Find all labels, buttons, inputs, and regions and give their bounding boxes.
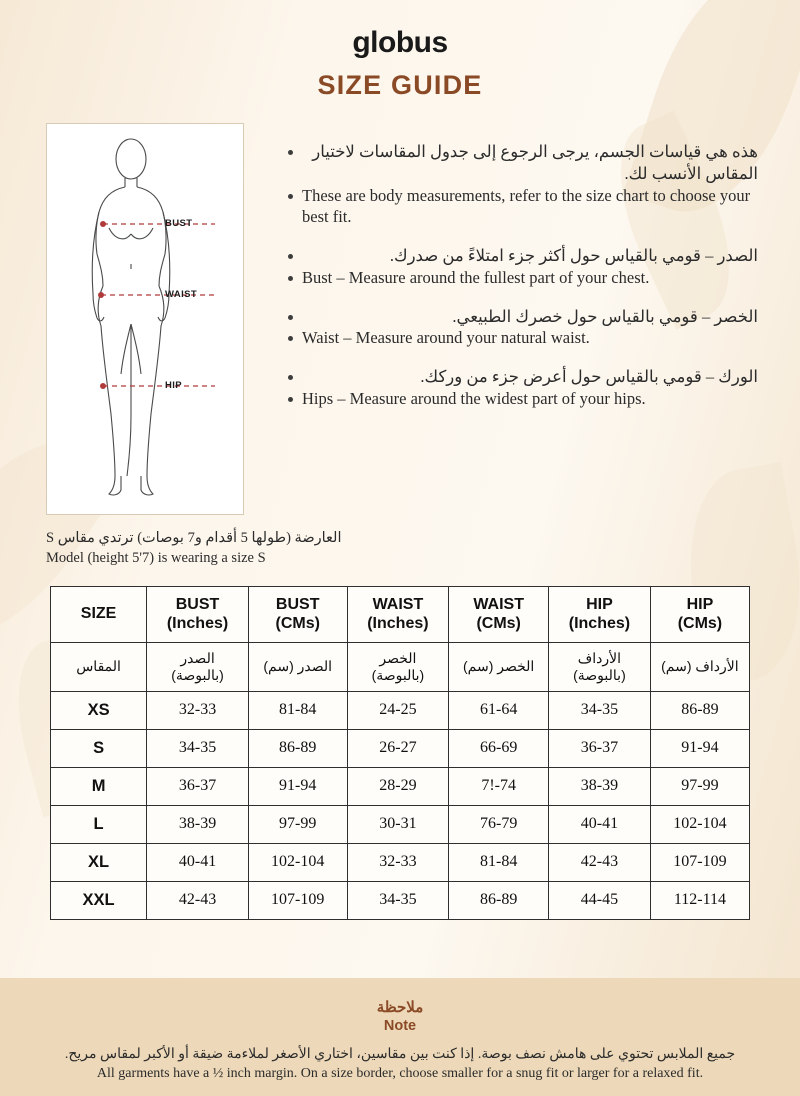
bullet-dot-icon bbox=[288, 397, 293, 402]
cell-size: M bbox=[51, 767, 147, 805]
page-title: SIZE GUIDE bbox=[317, 70, 483, 100]
cell-waist-inches: 34-35 bbox=[347, 881, 449, 919]
subheader-waist-inches: الخصر (بالبوصة) bbox=[347, 642, 449, 691]
note-heading-english: Note bbox=[383, 1018, 417, 1034]
subheader-hip-cms: الأرداف (سم) bbox=[650, 642, 749, 691]
cell-hip-inches: 44-45 bbox=[549, 881, 651, 919]
model-note-english: Model (height 5'7) is wearing a size S bbox=[46, 549, 266, 566]
table-header-row bbox=[51, 587, 750, 643]
table-row bbox=[51, 729, 750, 767]
cell-waist-cms: 86-89 bbox=[449, 881, 549, 919]
upper-section bbox=[0, 123, 800, 515]
cell-hip-cms: 91-94 bbox=[650, 729, 749, 767]
instruction-english: Bust – Measure around the fullest part of your chest. bbox=[302, 267, 650, 287]
cell-waist-cms: 76-79 bbox=[449, 805, 549, 843]
bust-measure-label: BUST bbox=[165, 218, 193, 229]
waist-measure-label: WAIST bbox=[165, 289, 198, 300]
bullet-dot-icon bbox=[288, 276, 293, 281]
cell-bust-cms: 107-109 bbox=[248, 881, 347, 919]
col-header-bust-inches: BUST (Inches) bbox=[147, 587, 249, 643]
size-chart-table bbox=[50, 586, 750, 919]
cell-size: XXL bbox=[51, 881, 147, 919]
cell-waist-cms: 61-64 bbox=[449, 691, 549, 729]
bullet-dot-icon bbox=[288, 254, 293, 259]
subheader-bust-inches: الصدر (بالبوصة) bbox=[147, 642, 249, 691]
table-row bbox=[51, 881, 750, 919]
bullet-dot-icon bbox=[288, 375, 293, 380]
disclaimer-arabic: جميع الملابس تحتوي على هامش نصف بوصة. إذا كنت بين مقاسين، اختاري الأصغر لملاءمة ضيقة أو الأكبر لمقاس مريح. bbox=[64, 1047, 736, 1062]
cell-hip-cms: 86-89 bbox=[650, 691, 749, 729]
table-subheader-row bbox=[51, 642, 750, 691]
table-row bbox=[51, 843, 750, 881]
instruction-arabic: الخصر – قومي بالقياس حول خصرك الطبيعي. bbox=[452, 306, 758, 326]
footer-note-band bbox=[0, 978, 800, 1096]
cell-bust-cms: 81-84 bbox=[248, 691, 347, 729]
cell-hip-inches: 38-39 bbox=[549, 767, 651, 805]
instruction-arabic: الصدر – قومي بالقياس حول أكثر جزء امتلاءً من صدرك. bbox=[389, 246, 758, 266]
cell-size: S bbox=[51, 729, 147, 767]
measurement-instructions bbox=[244, 123, 758, 515]
cell-hip-cms: 102-104 bbox=[650, 805, 749, 843]
female-body-outline-icon bbox=[47, 124, 243, 514]
subheader-hip-inches: الأرداف (بالبوصة) bbox=[549, 642, 651, 691]
instruction-group bbox=[288, 366, 758, 410]
bullet-dot-icon bbox=[288, 315, 293, 320]
cell-waist-inches: 32-33 bbox=[347, 843, 449, 881]
cell-bust-inches: 36-37 bbox=[147, 767, 249, 805]
cell-bust-cms: 97-99 bbox=[248, 805, 347, 843]
cell-hip-inches: 40-41 bbox=[549, 805, 651, 843]
col-header-size: SIZE bbox=[51, 587, 147, 643]
cell-hip-inches: 36-37 bbox=[549, 729, 651, 767]
cell-bust-cms: 86-89 bbox=[248, 729, 347, 767]
model-figure-illustration bbox=[46, 123, 244, 515]
model-note bbox=[0, 515, 800, 568]
bullet-dot-icon bbox=[288, 194, 293, 199]
hip-measure-label: HIP bbox=[165, 380, 183, 391]
subheader-bust-cms: الصدر (سم) bbox=[248, 642, 347, 691]
cell-hip-cms: 112-114 bbox=[650, 881, 749, 919]
col-header-bust-cms: BUST (CMs) bbox=[248, 587, 347, 643]
col-header-hip-inches: HIP (Inches) bbox=[549, 587, 651, 643]
bullet-dot-icon bbox=[288, 150, 293, 155]
cell-waist-inches: 24-25 bbox=[347, 691, 449, 729]
bullet-dot-icon bbox=[288, 336, 293, 341]
instruction-group bbox=[288, 141, 758, 228]
cell-hip-inches: 42-43 bbox=[549, 843, 651, 881]
instruction-group bbox=[288, 245, 758, 289]
subheader-size: المقاس bbox=[51, 642, 147, 691]
instruction-group bbox=[288, 306, 758, 350]
model-note-arabic: العارضة (طولها 5 أقدام و7 بوصات) ترتدي مقاس S bbox=[46, 530, 342, 546]
cell-waist-inches: 30-31 bbox=[347, 805, 449, 843]
cell-size: L bbox=[51, 805, 147, 843]
cell-bust-inches: 34-35 bbox=[147, 729, 249, 767]
cell-bust-inches: 38-39 bbox=[147, 805, 249, 843]
cell-waist-inches: 28-29 bbox=[347, 767, 449, 805]
cell-bust-cms: 91-94 bbox=[248, 767, 347, 805]
cell-waist-inches: 26-27 bbox=[347, 729, 449, 767]
col-header-waist-inches: WAIST (Inches) bbox=[347, 587, 449, 643]
cell-size: XL bbox=[51, 843, 147, 881]
instruction-arabic: الورك – قومي بالقياس حول أعرض جزء من وركك. bbox=[420, 367, 758, 387]
disclaimer-english: All garments have a ½ inch margin. On a size border, choose smaller for a snug fit or larger for a relaxed fit. bbox=[96, 1066, 704, 1081]
col-header-hip-cms: HIP (CMs) bbox=[650, 587, 749, 643]
cell-bust-cms: 102-104 bbox=[248, 843, 347, 881]
cell-bust-inches: 40-41 bbox=[147, 843, 249, 881]
cell-bust-inches: 42-43 bbox=[147, 881, 249, 919]
cell-size: XS bbox=[51, 691, 147, 729]
instruction-english: These are body measurements, refer to the size chart to choose your best fit. bbox=[302, 185, 751, 227]
cell-hip-cms: 107-109 bbox=[650, 843, 749, 881]
table-row bbox=[51, 805, 750, 843]
subheader-waist-cms: الخصر (سم) bbox=[449, 642, 549, 691]
note-heading-arabic: ملاحظة bbox=[376, 999, 424, 1016]
instruction-english: Hips – Measure around the widest part of your hips. bbox=[302, 388, 646, 408]
cell-waist-cms: 7!-74 bbox=[449, 767, 549, 805]
cell-hip-cms: 97-99 bbox=[650, 767, 749, 805]
table-row bbox=[51, 691, 750, 729]
instruction-english: Waist – Measure around your natural waist. bbox=[302, 328, 590, 348]
cell-waist-cms: 66-69 bbox=[449, 729, 549, 767]
cell-bust-inches: 32-33 bbox=[147, 691, 249, 729]
col-header-waist-cms: WAIST (CMs) bbox=[449, 587, 549, 643]
cell-waist-cms: 81-84 bbox=[449, 843, 549, 881]
instruction-arabic: هذه هي قياسات الجسم، يرجى الرجوع إلى جدول المقاسات لاختيار المقاس الأنسب لك. bbox=[312, 142, 758, 183]
cell-hip-inches: 34-35 bbox=[549, 691, 651, 729]
table-row bbox=[51, 767, 750, 805]
brand-logo: globus bbox=[352, 26, 448, 59]
